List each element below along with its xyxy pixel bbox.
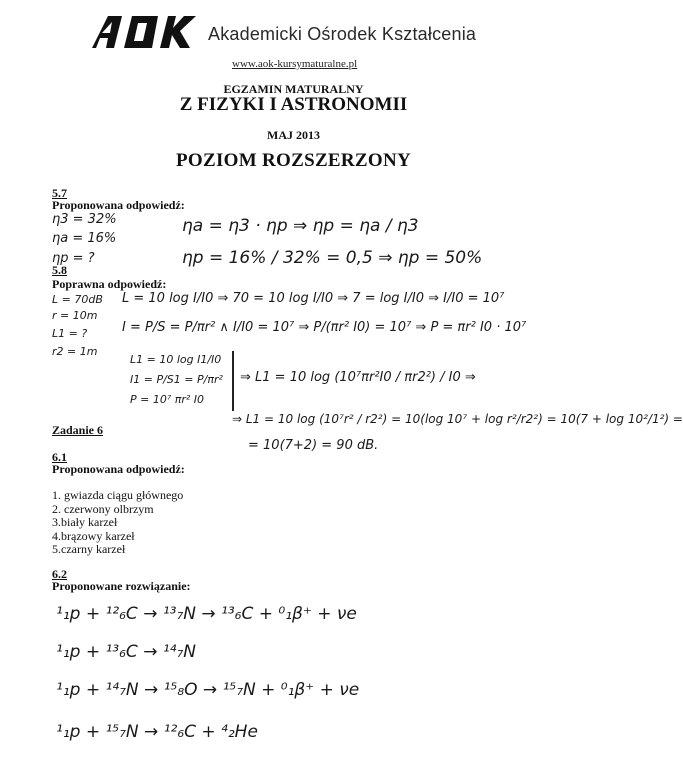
exam-title: EGZAMIN MATURALNY bbox=[223, 82, 364, 96]
answer-item: 2. czerwony olbrzym bbox=[52, 502, 154, 516]
system-equation: P = 10⁷ πr² I0 bbox=[130, 393, 205, 406]
website-link[interactable]: www.aok-kursymaturalne.pl bbox=[232, 58, 358, 70]
equation: ⇒ L1 = 10 log (10⁷r² / r2²) = 10(log 10⁷ + log r²/r2²) = 10(7 + log 10²/1²) = bbox=[232, 412, 683, 426]
given-value: η3 = 32% bbox=[52, 212, 117, 227]
equation: L = 10 log I/I0 ⇒ 70 = 10 log I/I0 ⇒ 7 = log I/I0 ⇒ I/I0 = 10⁷ bbox=[122, 291, 505, 306]
task-6-heading: Zadanie 6 bbox=[52, 423, 104, 437]
equation: ηa = η3 · ηp ⇒ ηp = ηa / η3 bbox=[182, 216, 419, 236]
equation: ηp = 16% / 32% = 0,5 ⇒ ηp = 50% bbox=[182, 248, 483, 268]
section-6-2-label: Proponowane rozwiązanie: bbox=[52, 579, 191, 593]
aok-logo bbox=[84, 14, 200, 50]
section-5-8-label: Poprawna odpowiedź: bbox=[52, 277, 167, 291]
nuclear-reaction: ¹₁p + ¹³₆C → ¹⁴₇N bbox=[56, 642, 197, 662]
system-brace bbox=[232, 351, 234, 411]
nuclear-reaction: ¹₁p + ¹⁵₇N → ¹²₆C + ⁴₂He bbox=[56, 722, 258, 742]
equation: I = P/S = P/πr² ∧ I/I0 = 10⁷ ⇒ P/(πr² I0) = 10⁷ ⇒ P = πr² I0 · 10⁷ bbox=[122, 320, 527, 335]
answer-item: 4.brązowy karzeł bbox=[52, 529, 135, 543]
given-value: L = 70dB bbox=[52, 293, 103, 306]
section-5-8-number: 5.8 bbox=[52, 263, 67, 277]
exam-level: POZIOM ROZSZERZONY bbox=[175, 150, 411, 171]
equation: ⇒ L1 = 10 log (10⁷πr²I0 / πr2²) / I0 ⇒ bbox=[240, 370, 476, 385]
section-6-1-label: Proponowana odpowiedź: bbox=[52, 462, 185, 476]
section-6-2-number: 6.2 bbox=[52, 567, 67, 581]
given-value: ηp = ? bbox=[52, 251, 95, 266]
organization-name: Akademicki Ośrodek Kształcenia bbox=[208, 24, 477, 44]
subject-title: Z FIZYKI I ASTRONOMII bbox=[179, 94, 408, 115]
nuclear-reaction: ¹₁p + ¹²₆C → ¹³₇N → ¹³₆C + ⁰₁β⁺ + νe bbox=[56, 604, 357, 624]
section-6-1-number: 6.1 bbox=[52, 450, 67, 464]
system-equation: L1 = 10 log I1/I0 bbox=[130, 353, 222, 366]
system-equation: I1 = P/S1 = P/πr² bbox=[130, 373, 223, 386]
nuclear-reaction: ¹₁p + ¹⁴₇N → ¹⁵₈O → ¹⁵₇N + ⁰₁β⁺ + νe bbox=[56, 680, 360, 700]
given-value: r = 10m bbox=[52, 309, 98, 322]
section-5-7-number: 5.7 bbox=[52, 186, 67, 200]
section-5-7-label: Proponowana odpowiedź: bbox=[52, 198, 185, 212]
answer-item: 5.czarny karzeł bbox=[52, 542, 126, 556]
given-value: r2 = 1m bbox=[52, 345, 98, 358]
exam-date: MAJ 2013 bbox=[267, 128, 320, 142]
given-value: ηa = 16% bbox=[52, 231, 117, 246]
result: = 10(7+2) = 90 dB. bbox=[248, 438, 379, 453]
given-value: L1 = ? bbox=[52, 327, 88, 340]
answer-item: 1. gwiazda ciągu głównego bbox=[52, 488, 184, 502]
answer-item: 3.biały karzeł bbox=[52, 515, 118, 529]
